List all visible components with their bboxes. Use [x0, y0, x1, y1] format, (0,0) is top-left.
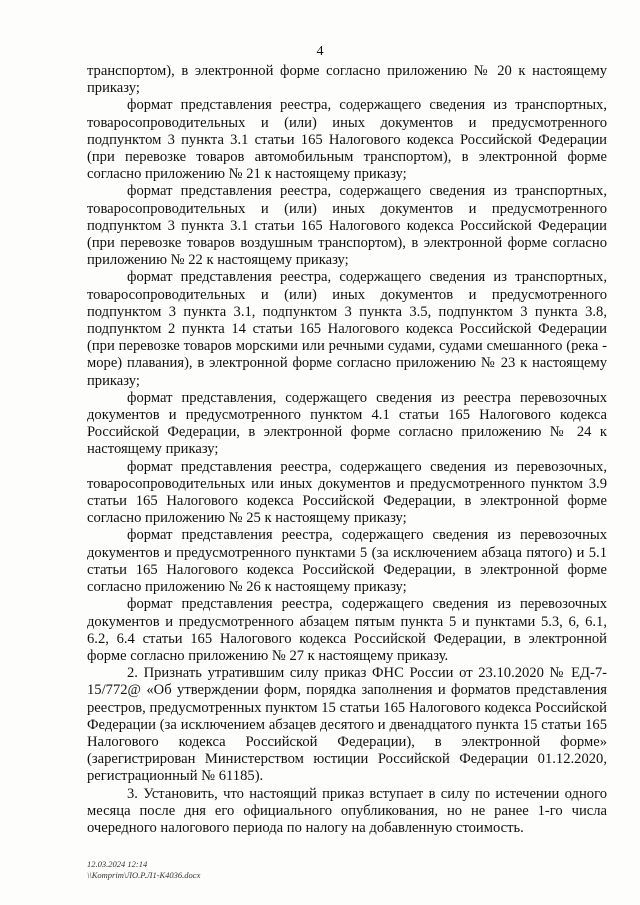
document-footer	[87, 859, 200, 881]
paragraph: 2. Признать утратившим силу приказ ФНС России от 23.10.2020 № ЕД-7-15/772@ «Об утверждении форм, порядка заполнения и форматов представления реестров, предусмотренных пунктом 15 статьи 165 Налогового кодекса Российской Федерации (за исключением абзацев десятого и двенадцатого пункта 15 статьи 165 Налогового кодекса Российской Федерации), в электронной форме» (зарегистрирован Министерством юстиции Российской Федерации 01.12.2020, регистрационный № 61185).	[87, 665, 607, 785]
paragraph: формат представления реестра, содержащего сведения из перевозочных документов и предусмотренного пунктами 5 (за исключением абзаца пятого) и 5.1 статьи 165 Налогового кодекса Российской Федерации, в электронной форме согласно приложению № 26 к настоящему приказу;	[87, 527, 607, 596]
paragraph: формат представления реестра, содержащего сведения из перевозочных документов и предусмотренного абзацем пятым пункта 5 и пунктами 5.3, 6, 6.1, 6.2, 6.4 статьи 165 Налогового кодекса Российской Федерации, в электронной форме согласно приложению № 27 к настоящему приказу.	[87, 596, 607, 664]
paragraph: формат представления реестра, содержащего сведения из транспортных, товаросопроводительных и (или) иных документов и предусмотренного подпунктом 3 пункта 3.1 статьи 165 Налогового кодекса Российской Федерации (при перевозке товаров воздушным транспортом), в электронной форме согласно приложению № 22 к настоящему приказу;	[87, 183, 607, 269]
footer-file-path: \\Komprim\ЛО.Р.Л1-К4036.docx	[87, 870, 201, 880]
footer-timestamp: 12.03.2024 12:14	[87, 859, 148, 869]
paragraph: формат представления реестра, содержащего сведения из транспортных, товаросопроводительных и (или) иных документов и предусмотренного подпунктом 3 пункта 3.1 статьи 165 Налогового кодекса Российской Федерации (при перевозке товаров автомобильным транспортом), в электронной форме согласно приложению № 21 к настоящему приказу;	[87, 97, 607, 183]
document-body	[87, 63, 607, 837]
paragraph: формат представления реестра, содержащего сведения из перевозочных, товаросопроводительных или иных документов и предусмотренного пунктом 3.9 статьи 165 Налогового кодекса Российской Федерации, в электронной форме согласно приложению № 25 к настоящему приказу;	[87, 458, 607, 527]
page-number: 4	[316, 44, 324, 59]
paragraph: 3. Установить, что настоящий приказ вступает в силу по истечении одного месяца после дня его официального опубликования, но не ранее 1-го числа очередного налогового периода по налогу на добавленную стоимость.	[87, 785, 607, 836]
paragraph: формат представления реестра, содержащего сведения из транспортных, товаросопроводительных и (или) иных документов и предусмотренного подпунктом 3 пункта 3.1, подпунктом 3 пункта 3.5, подпунктом 3 пункта 3.8, подпунктом 2 пункта 14 статьи 165 Налогового кодекса Российской Федерации (при перевозке товаров морскими или речными судами, судами смешанного (река - море) плавания), в электронной форме согласно приложению № 23 к настоящему приказу;	[87, 269, 607, 389]
paragraph: формат представления, содержащего сведения из реестра перевозочных документов и предусмотренного пунктом 4.1 статьи 165 Налогового кодекса Российской Федерации, в электронной форме согласно приложению № 24 к настоящему приказу;	[87, 389, 607, 458]
paragraph: транспортом), в электронной форме согласно приложению № 20 к настоящему приказу;	[87, 63, 607, 97]
